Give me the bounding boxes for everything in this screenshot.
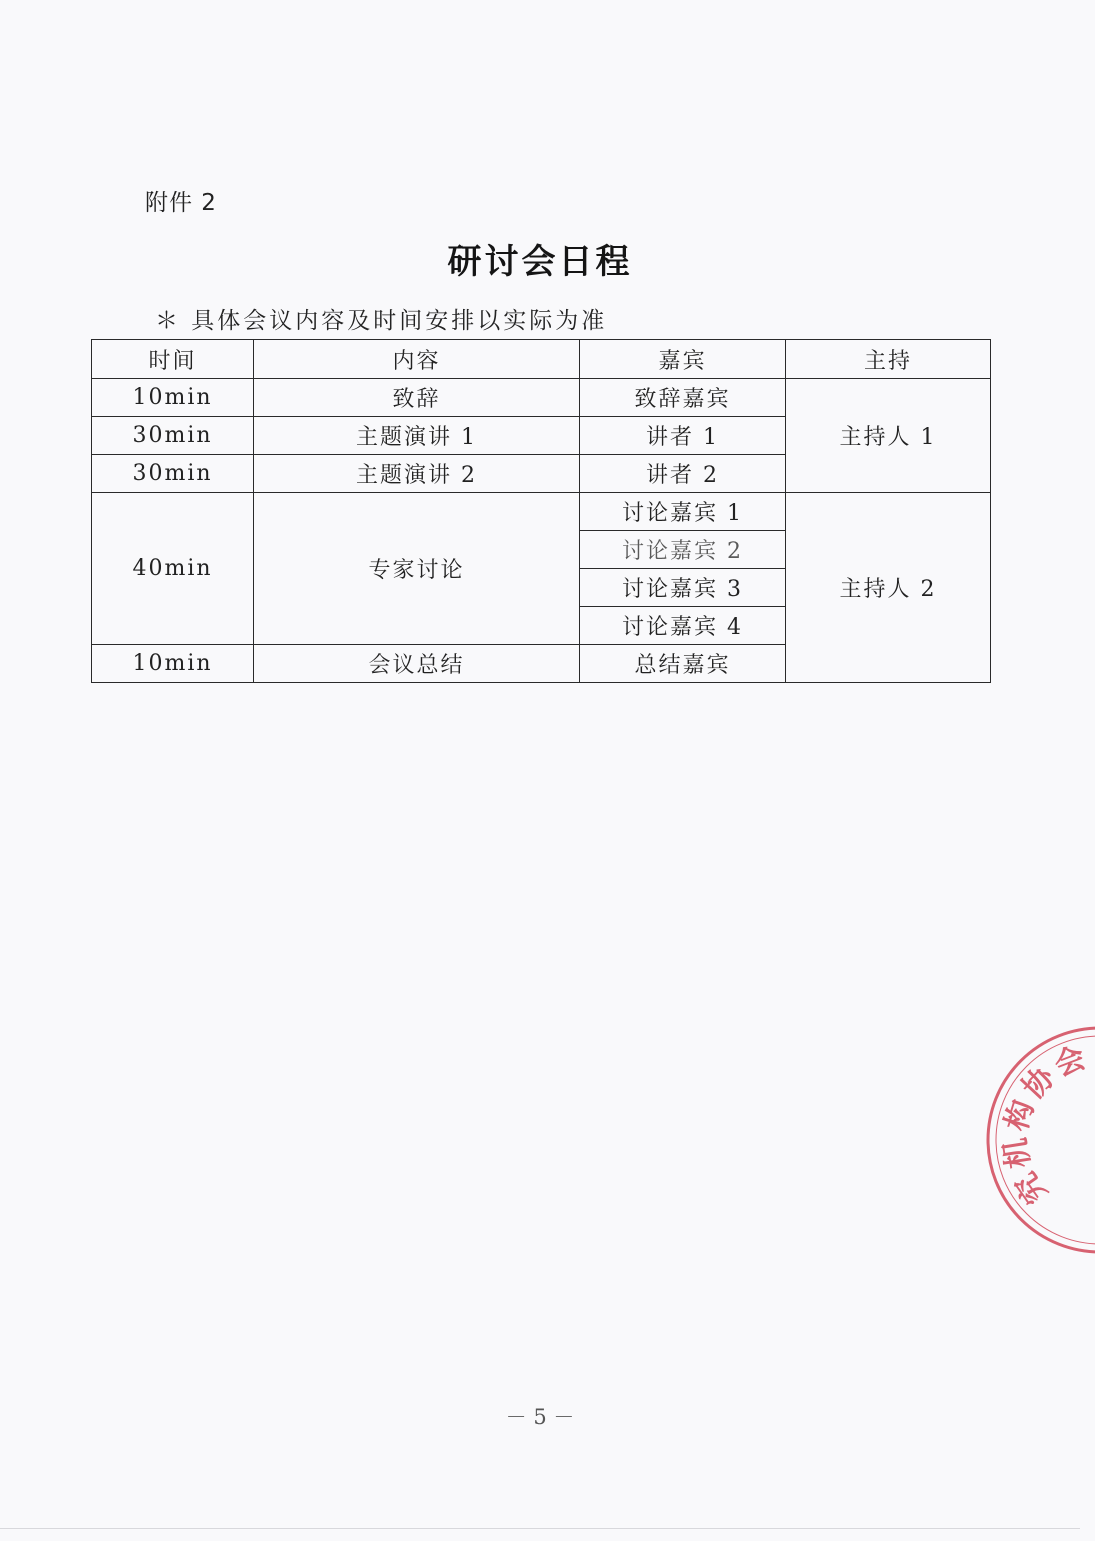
document-title: 研讨会日程 bbox=[447, 242, 633, 282]
time-cell: 10min bbox=[92, 645, 254, 683]
guest-cell: 讨论嘉宾 2 bbox=[580, 531, 786, 569]
content-cell: 专家讨论 bbox=[254, 493, 580, 645]
content-cell: 会议总结 bbox=[254, 645, 580, 683]
table-row bbox=[92, 493, 991, 531]
seal-character: 会 bbox=[1049, 1040, 1091, 1084]
page-edge-divider bbox=[0, 1528, 1080, 1529]
guest-cell: 总结嘉宾 bbox=[580, 645, 786, 683]
header-time: 时间 bbox=[92, 340, 254, 379]
content-cell: 主题演讲 2 bbox=[254, 455, 580, 493]
table-row bbox=[92, 379, 991, 417]
guest-cell: 致辞嘉宾 bbox=[580, 379, 786, 417]
seal-character: 协 bbox=[1015, 1060, 1062, 1106]
guest-cell: 讲者 1 bbox=[580, 417, 786, 455]
guest-cell: 讨论嘉宾 4 bbox=[580, 607, 786, 645]
schedule-note: ＊ 具体会议内容及时间安排以实际为准 bbox=[155, 308, 608, 334]
time-cell: 30min bbox=[92, 455, 254, 493]
seal-character: 究 bbox=[1008, 1165, 1055, 1211]
guest-cell: 讨论嘉宾 1 bbox=[580, 493, 786, 531]
time-cell: 40min bbox=[92, 493, 254, 645]
seal-character: 构 bbox=[999, 1096, 1042, 1136]
guest-cell: 讨论嘉宾 3 bbox=[580, 569, 786, 607]
official-seal-stamp bbox=[985, 1020, 1095, 1260]
seal-character: 机 bbox=[997, 1135, 1038, 1171]
host-cell: 主持人 2 bbox=[786, 493, 991, 683]
content-cell: 主题演讲 1 bbox=[254, 417, 580, 455]
guest-cell: 讲者 2 bbox=[580, 455, 786, 493]
time-cell: 30min bbox=[92, 417, 254, 455]
header-content: 内容 bbox=[254, 340, 580, 379]
attachment-label: 附件 2 bbox=[145, 190, 217, 216]
time-cell: 10min bbox=[92, 379, 254, 417]
page-number: － 5 － bbox=[505, 1405, 575, 1429]
header-host: 主持 bbox=[786, 340, 991, 379]
content-cell: 致辞 bbox=[254, 379, 580, 417]
header-guest: 嘉宾 bbox=[580, 340, 786, 379]
schedule-table bbox=[91, 339, 991, 683]
table-header-row bbox=[92, 340, 991, 379]
host-cell: 主持人 1 bbox=[786, 379, 991, 493]
